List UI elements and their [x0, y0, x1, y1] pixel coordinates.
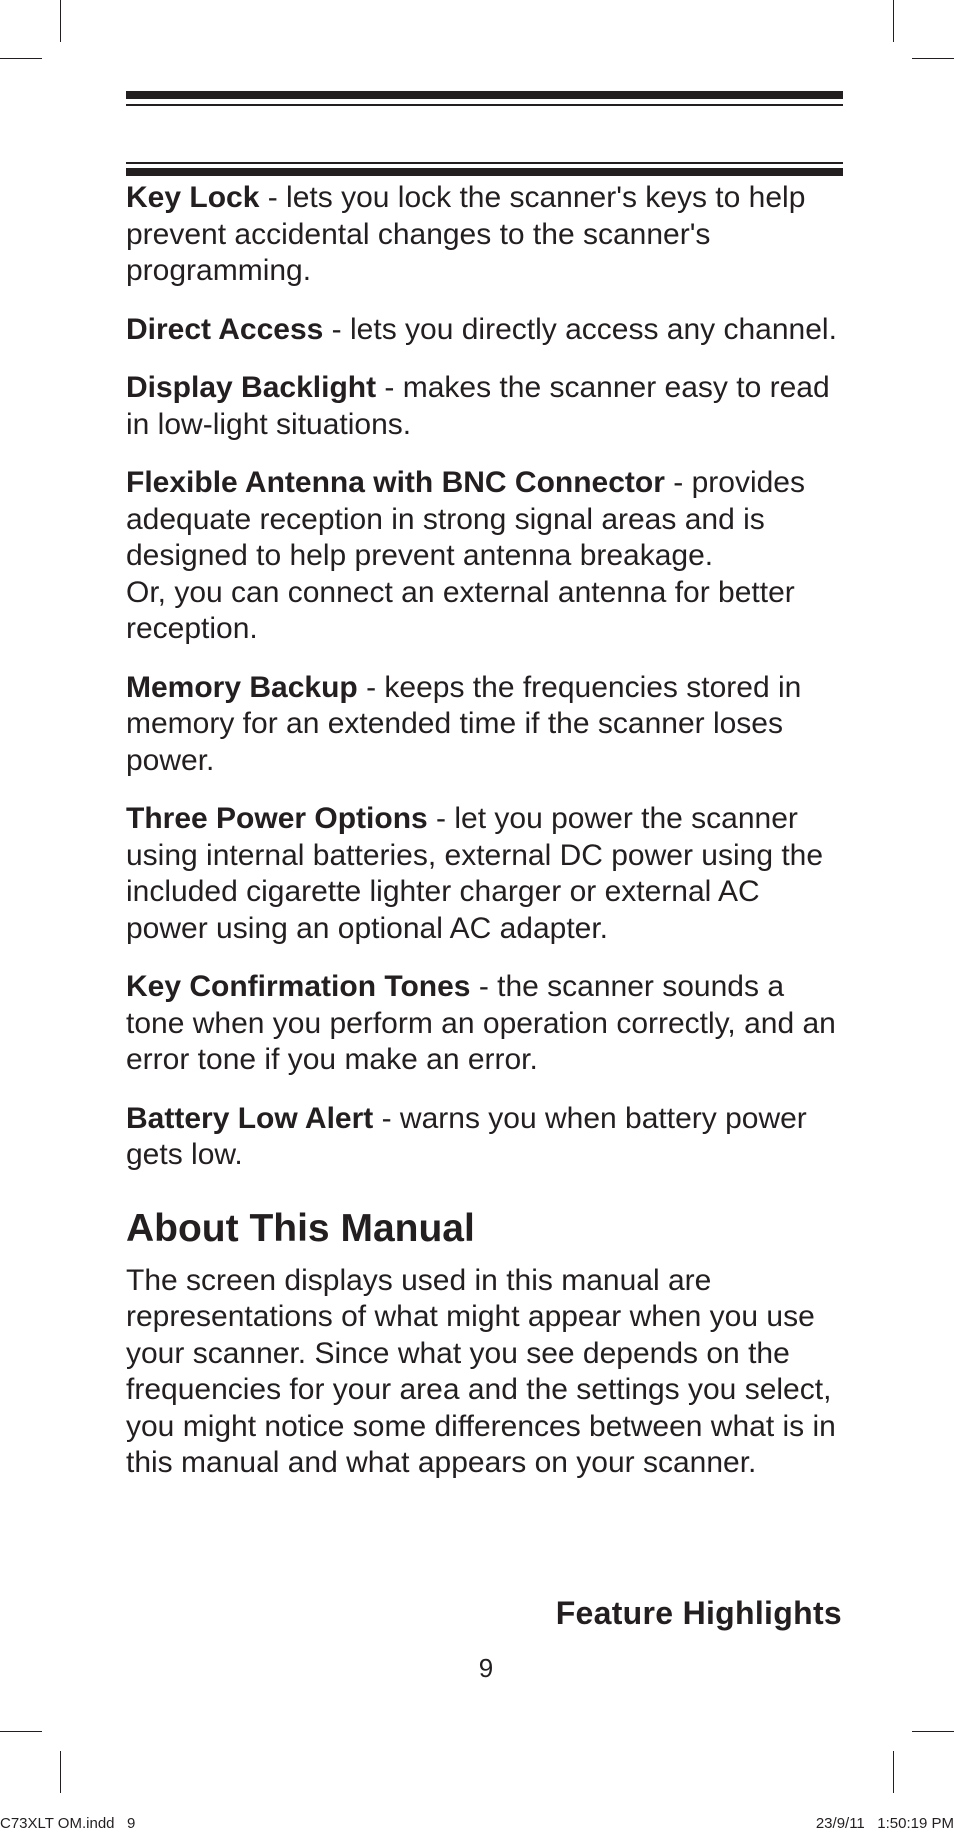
- feature-extra: Or, you can connect an external antenna for better reception.: [126, 575, 795, 645]
- crop-mark: [60, 0, 61, 42]
- feature-term: Battery Low Alert: [126, 1101, 374, 1135]
- section-rule-thin: [126, 162, 843, 164]
- feature-term: Memory Backup: [126, 670, 358, 704]
- crop-mark: [893, 0, 894, 42]
- feature-item: [126, 670, 846, 780]
- feature-item: [126, 969, 846, 1079]
- feature-description: - keeps the frequencies stored in memory for an extended time if the scanner loses power.: [126, 670, 802, 777]
- running-title: Feature Highlights: [555, 1595, 842, 1631]
- crop-mark: [60, 1751, 61, 1793]
- feature-description: - warns you when battery power gets low.: [126, 1101, 807, 1171]
- section-heading: About This Manual: [126, 1206, 475, 1250]
- feature-list: [126, 180, 846, 1174]
- feature-description: - the scanner sounds a tone when you perform an operation correctly, and an error tone if you make an error.: [126, 970, 836, 1076]
- feature-term: Flexible Antenna with BNC Connector: [126, 466, 665, 499]
- section-rule-thick: [126, 168, 843, 176]
- crop-mark: [912, 58, 954, 59]
- feature-description: - let you power the scanner using internal batteries, external DC power using the included cigarette lighter charger or external AC power using an optional AC adapter.: [126, 802, 824, 945]
- page-number: 9: [478, 1653, 494, 1683]
- feature-item: [126, 312, 846, 349]
- header-rule-thick: [126, 91, 843, 99]
- feature-term: Key Confirmation Tones: [126, 970, 471, 1003]
- page-content: [126, 180, 846, 1482]
- feature-description: - lets you directly access any channel.: [323, 312, 837, 346]
- crop-mark: [893, 1751, 894, 1793]
- header-rule-thin: [126, 104, 843, 106]
- feature-term: Display Backlight: [126, 371, 377, 404]
- feature-term: Three Power Options: [126, 802, 428, 835]
- crop-mark: [0, 58, 42, 59]
- slug-timestamp: 23/9/11 1:50:19 PM: [815, 1815, 954, 1832]
- feature-item: [126, 1101, 846, 1174]
- feature-description: - provides adequate reception in strong signal areas and is designed to help prevent antenna breakage.: [126, 466, 805, 572]
- crop-mark: [0, 1731, 42, 1732]
- feature-term: Key Lock: [126, 181, 260, 214]
- feature-description: - makes the scanner easy to read in low-light situations.: [126, 371, 830, 441]
- slug-file-info: C73XLT OM.indd 9: [0, 1815, 136, 1832]
- section-body: The screen displays used in this manual are representations of what might appear when you use your scanner. Since what you see depends on the frequencies for your area and the settings you select, you might notice some differences between what is in this manual and what appears on your scanner.: [126, 1263, 836, 1479]
- feature-term: Direct Access: [126, 312, 324, 346]
- feature-item: [126, 180, 846, 290]
- feature-item: [126, 465, 846, 648]
- feature-description: - lets you lock the scanner's keys to help prevent accidental changes to the scanner's programming.: [126, 181, 806, 287]
- crop-mark: [912, 1731, 954, 1732]
- feature-item: [126, 801, 846, 947]
- feature-item: [126, 370, 846, 443]
